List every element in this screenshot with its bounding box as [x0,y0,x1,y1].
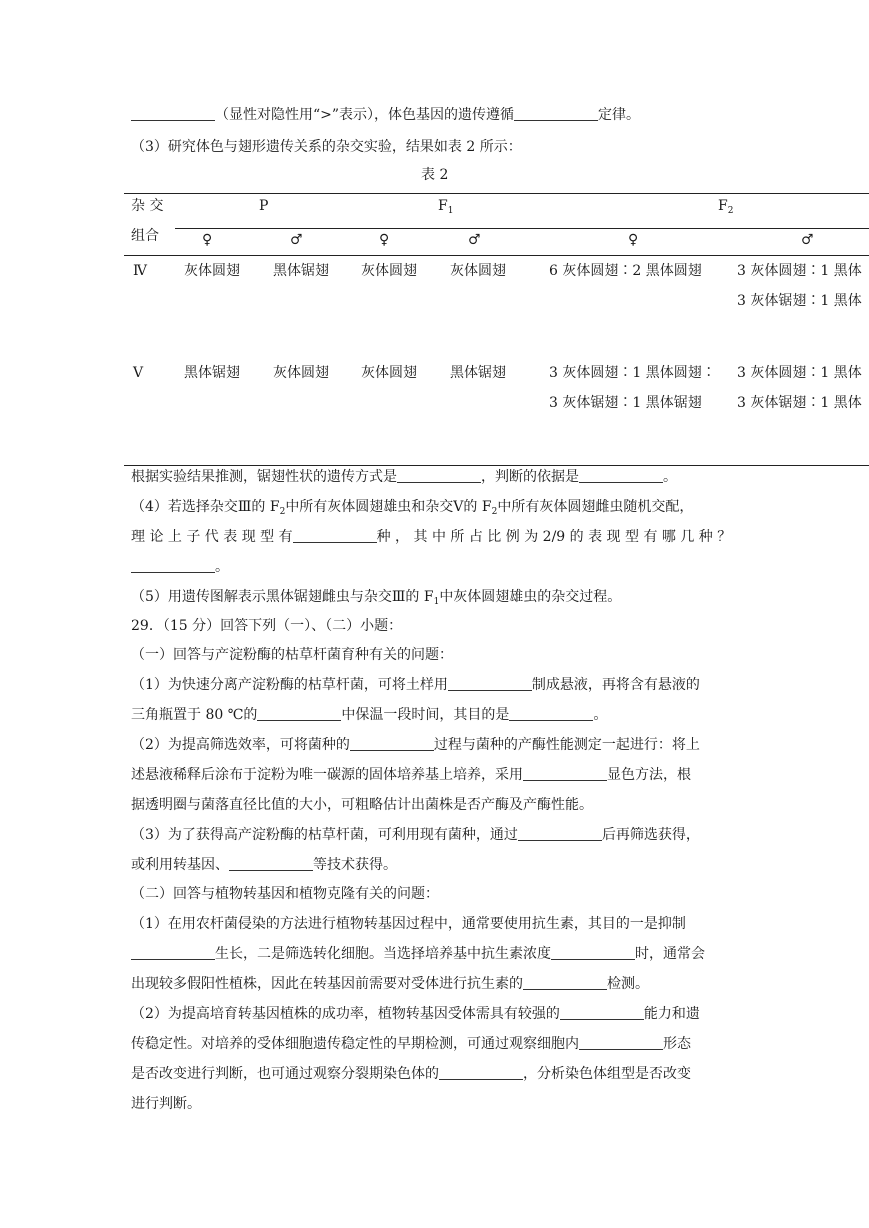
cell-p-female: 黑体锯翅 [184,365,240,381]
female-symbol: ♀ [202,232,213,248]
answer-blank[interactable] [518,826,602,841]
answer-blank[interactable] [514,106,598,121]
q4-line-2: 理 论 上 子 代 表 现 型 有 种 ， 其 中 所 占 比 例 为 2/9 的 表 现 型 有 哪 几 种 ？ [131,529,732,545]
p1-line-3: （2）为提高筛选效率，可将菌种的 过程与菌种的产酶性能测定一起进行：将上 [131,737,700,753]
cell-f1-male: 灰体圆翅 [450,263,506,279]
answer-blank[interactable] [397,468,481,483]
male-symbol: ♂ [290,232,303,248]
table-top-rule [124,193,869,194]
answer-blank[interactable] [523,975,607,990]
answer-blank[interactable] [131,558,215,573]
answer-blank[interactable] [131,945,215,960]
answer-blank[interactable] [579,1035,663,1050]
female-symbol: ♀ [379,232,390,248]
header-f2: $F_2$ [718,198,734,216]
p1-line-1: （1）为快速分离产淀粉酶的枯草杆菌，可将土样用 制成悬液，再将含有悬液的 [131,677,700,693]
answer-blank[interactable] [523,766,607,781]
answer-blank[interactable] [560,1005,644,1020]
cell-f2-male: 3 灰体锯翅∶1 黑体 [737,395,862,411]
p2-line-4: （2）为提高培育转基因植株的成功率，植物转基因受体需具有较强的 能力和遗 [131,1006,700,1022]
cell-f2-male: 3 灰体锯翅∶1 黑体 [737,293,862,309]
row-group: Ⅴ [133,365,144,381]
table-bottom-rule [124,465,869,466]
header-f1: $F_1$ [438,198,454,216]
male-symbol: ♂ [468,232,481,248]
cell-f1-male: 黑体锯翅 [450,365,506,381]
table-mid-rule [175,228,869,229]
cell-f2-female: 3 灰体圆翅∶1 黑体圆翅∶ [549,365,716,381]
cell-p-male: 灰体圆翅 [273,365,329,381]
cell-p-male: 黑体锯翅 [273,263,329,279]
q2-continuation: （显性对隐性用“>”表示），体色基因的遗传遵循 定律。 [131,106,640,124]
table-head-rule [124,255,869,256]
p1-line-6: （3）为了获得高产淀粉酶的枯草杆菌，可利用现有菌种，通过 后再筛选获得， [131,827,700,843]
q29-title: 29．（15 分）回答下列（一）、（二）小题： [131,618,403,634]
q4-line-1: （4）若选择杂交Ⅲ的 $F_2$中所有灰体圆翅雄虫和杂交Ⅴ的 $F_2$中所有灰体圆翅雌虫随机交配， [131,499,694,517]
p2-line-5: 传稳定性。对培养的受体细胞遗传稳定性的早期检测，可通过观察细胞内 形态 [131,1036,691,1052]
p2-line-2: 生长，二是筛选转化细胞。当选择培养基中抗生素浓度 时，通常会 [131,945,705,963]
answer-blank[interactable] [448,676,532,691]
p2-line-7: 进行判断。 [131,1096,201,1112]
cell-f2-male: 3 灰体圆翅∶1 黑体 [737,263,862,279]
p1-line-5: 据透明圈与菌落直径比值的大小，可粗略估计出菌株是否产酶及产酶性能。 [131,797,593,813]
p2-line-6: 是否改变进行判断，也可通过观察分裂期染色体的 ，分析染色体组型是否改变 [131,1066,691,1082]
row-group: Ⅳ [133,263,147,279]
answer-blank[interactable] [257,706,341,721]
cell-f1-female: 灰体圆翅 [361,263,417,279]
answer-blank[interactable] [229,856,313,871]
p1-line-4: 述悬液稀释后涂布于淀粉为唯一碳源的固体培养基上培养，采用 显色方法，根 [131,767,691,783]
p2-line-3: 出现较多假阳性植株，因此在转基因前需要对受体进行抗生素的 检测。 [131,976,649,992]
table-title: 表 2 [421,167,449,183]
p2-line-1: （1）在用农杆菌侵染的方法进行植物转基因过程中，通常要使用抗生素，其目的一是抑制 [131,916,686,932]
q4-line-3: 。 [131,558,229,576]
answer-blank[interactable] [509,706,593,721]
answer-blank[interactable] [439,1065,523,1080]
answer-blank[interactable] [293,528,377,543]
inference-question: 根据实验结果推测，锯翅性状的遗传方式是 ，判断的依据是 。 [131,469,677,485]
male-symbol: ♂ [801,232,814,248]
p1-line-2: 三角瓶置于 80 ℃的 中保温一段时间，其目的是 。 [131,707,608,723]
cell-f2-female: 3 灰体锯翅∶1 黑体锯翅 [549,395,702,411]
female-symbol: ♀ [628,232,639,248]
cell-f2-male: 3 灰体圆翅∶1 黑体 [737,365,862,381]
answer-blank[interactable] [579,468,663,483]
header-cross-1: 杂 交 [131,198,164,214]
p1-line-7: 或利用转基因、 等技术获得。 [131,857,397,873]
part-one-heading: （一）回答与产淀粉酶的枯草杆菌育种有关的问题： [131,647,453,663]
cell-f2-female: 6 灰体圆翅∶2 黑体圆翅 [549,263,702,279]
cell-f1-female: 灰体圆翅 [361,365,417,381]
q3-text: （3）研究体色与翅形遗传关系的杂交实验，结果如表 2 所示： [131,139,522,155]
answer-blank[interactable] [350,736,434,751]
q5-text: （5）用遗传图解表示黑体锯翅雌虫与杂交Ⅲ的 $F_1$中灰体圆翅雄虫的杂交过程。 [131,589,622,607]
answer-blank[interactable] [131,106,215,121]
answer-blank[interactable] [551,945,635,960]
cell-p-female: 灰体圆翅 [184,263,240,279]
part-two-heading: （二）回答与植物转基因和植物克隆有关的问题： [131,886,439,902]
header-cross-2: 组合 [131,228,159,244]
header-p: P [259,198,269,214]
